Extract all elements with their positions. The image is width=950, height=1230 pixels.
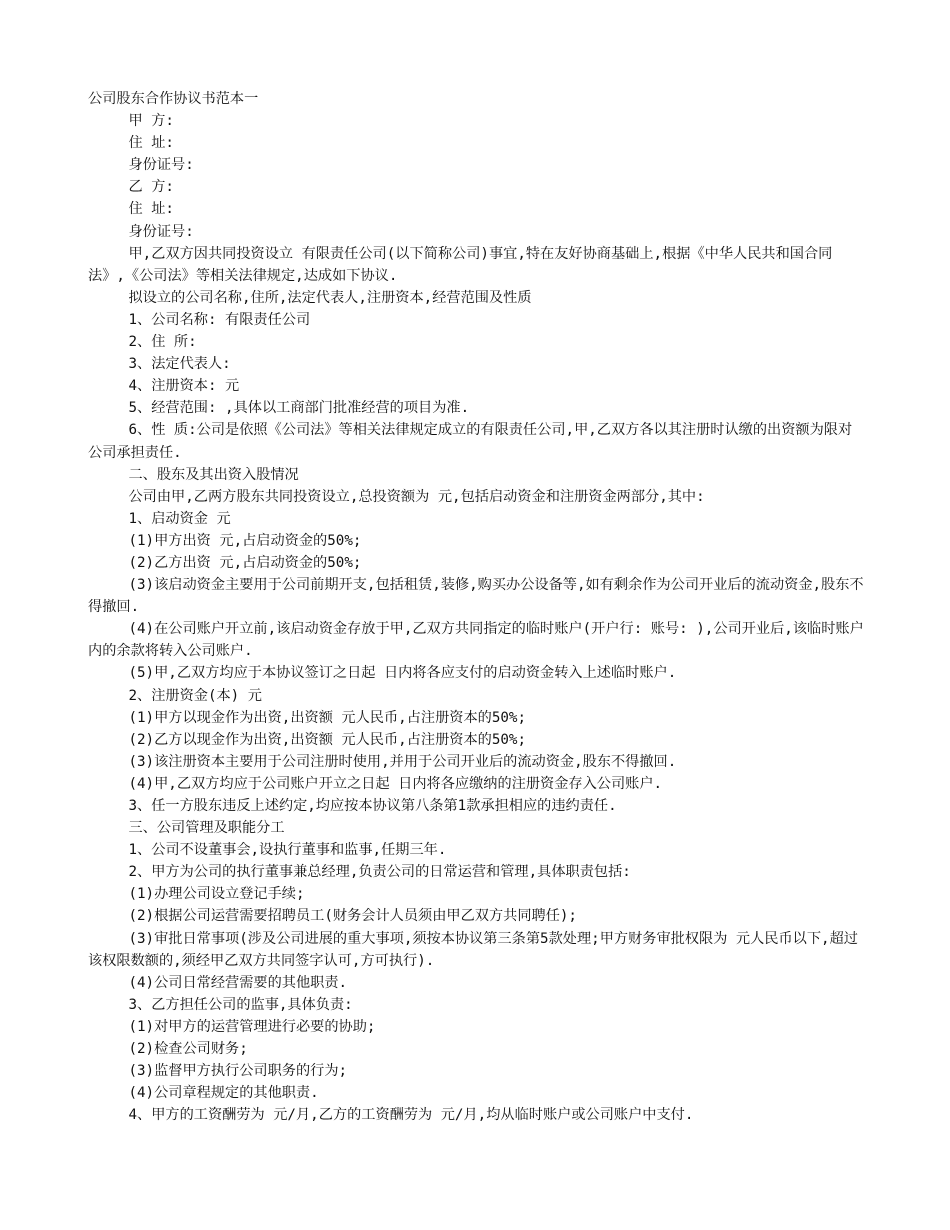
paragraph: (4)公司章程规定的其他职责.: [128, 1085, 319, 1102]
paragraph: 2、住 所:: [128, 334, 197, 351]
paragraph: 拟设立的公司名称,住所,法定代表人,注册资本,经营范围及性质: [128, 289, 532, 306]
paragraph: (1)对甲方的运营管理进行必要的协助;: [128, 1018, 376, 1035]
paragraph: (4)在公司账户开立前,该启动资金存放于甲,乙双方共同指定的临时账户(开户行: 账号: ),公司开业后,该临时账户内的余款将转入公司账户.: [88, 621, 864, 660]
paragraph: 住 址:: [128, 201, 174, 218]
paragraph: (4)公司日常经营需要的其他职责.: [128, 974, 348, 991]
paragraph: 2、甲方为公司的执行董事兼总经理,负责公司的日常运营和管理,具体职责包括:: [128, 864, 631, 881]
paragraph: 3、乙方担任公司的监事,具体负责:: [128, 996, 353, 1013]
paragraph: 公司由甲,乙两方股东共同投资设立,总投资额为 元,包括启动资金和注册资金两部分,其中:: [128, 488, 705, 505]
document-title: 公司股东合作协议书范本一: [88, 91, 259, 107]
paragraph: 住 址:: [128, 135, 174, 152]
paragraph: 5、经营范围: ,具体以工商部门批准经营的项目为准.: [128, 400, 470, 417]
paragraph: (1)甲方出资 元,占启动资金的50%;: [128, 532, 362, 549]
paragraph: (3)审批日常事项(涉及公司进展的重大事项,须按本协议第三条第5款处理;甲方财务审批权限为 元人民币以下,超过该权限数额的,须经甲乙双方共同签字认可,方可执行).: [88, 930, 858, 969]
document-body: [88, 88, 864, 1126]
paragraph: (3)该注册资本主要用于公司注册时使用,并用于公司开业后的流动资金,股东不得撤回.: [128, 753, 677, 770]
paragraph: 2、注册资金(本) 元: [128, 687, 262, 704]
paragraph: (2)检查公司财务;: [128, 1041, 248, 1058]
paragraph: (5)甲,乙双方均应于本协议签订之日起 日内将各应支付的启动资金转入上述临时账户.: [128, 665, 677, 682]
paragraph: 1、公司不设董事会,设执行董事和监事,任期三年.: [128, 842, 447, 859]
paragraph: (3)监督甲方执行公司职务的行为;: [128, 1063, 348, 1080]
paragraph: (3)该启动资金主要用于公司前期开支,包括租赁,装修,购买办公设备等,如有剩余作为公司开业后的流动资金,股东不得撤回.: [88, 577, 864, 616]
paragraph: 4、甲方的工资酬劳为 元/月,乙方的工资酬劳为 元/月,均从临时账户或公司账户中支付.: [128, 1107, 694, 1124]
paragraph: 乙 方:: [128, 179, 174, 196]
paragraph: 4、注册资本: 元: [128, 378, 240, 395]
paragraph-list: [88, 110, 864, 1126]
paragraph: 1、启动资金 元: [128, 510, 231, 527]
paragraph: (1)办理公司设立登记手续;: [128, 886, 305, 903]
paragraph: 6、性 质:公司是依照《公司法》等相关法律规定成立的有限责任公司,甲,乙双方各以其注册时认缴的出资额为限对公司承担责任.: [88, 422, 853, 461]
paragraph: 二、股东及其出资入股情况: [128, 466, 299, 483]
paragraph: 3、法定代表人:: [128, 356, 231, 373]
paragraph: (2)根据公司运营需要招聘员工(财务会计人员须由甲乙双方共同聘任);: [128, 908, 577, 925]
paragraph: 三、公司管理及职能分工: [128, 820, 285, 837]
paragraph: (2)乙方以现金作为出资,出资额 元人民币,占注册资本的50%;: [128, 731, 527, 748]
paragraph: 甲 方:: [128, 113, 174, 130]
paragraph: (2)乙方出资 元,占启动资金的50%;: [128, 554, 362, 571]
paragraph: 3、任一方股东违反上述约定,均应按本协议第八条第1款承担相应的违约责任.: [128, 798, 617, 814]
paragraph: (1)甲方以现金作为出资,出资额 元人民币,占注册资本的50%;: [128, 709, 527, 726]
paragraph: 身份证号:: [128, 157, 194, 174]
paragraph: (4)甲,乙双方均应于公司账户开立之日起 日内将各应缴纳的注册资金存入公司账户.: [128, 775, 663, 792]
paragraph: 1、公司名称: 有限责任公司: [128, 311, 311, 328]
paragraph: 身份证号:: [128, 223, 194, 240]
paragraph: 甲,乙双方因共同投资设立 有限责任公司(以下简称公司)事宜,特在友好协商基础上,根据《中华人民共和国合同法》,《公司法》等相关法律规定,达成如下协议.: [88, 245, 833, 284]
